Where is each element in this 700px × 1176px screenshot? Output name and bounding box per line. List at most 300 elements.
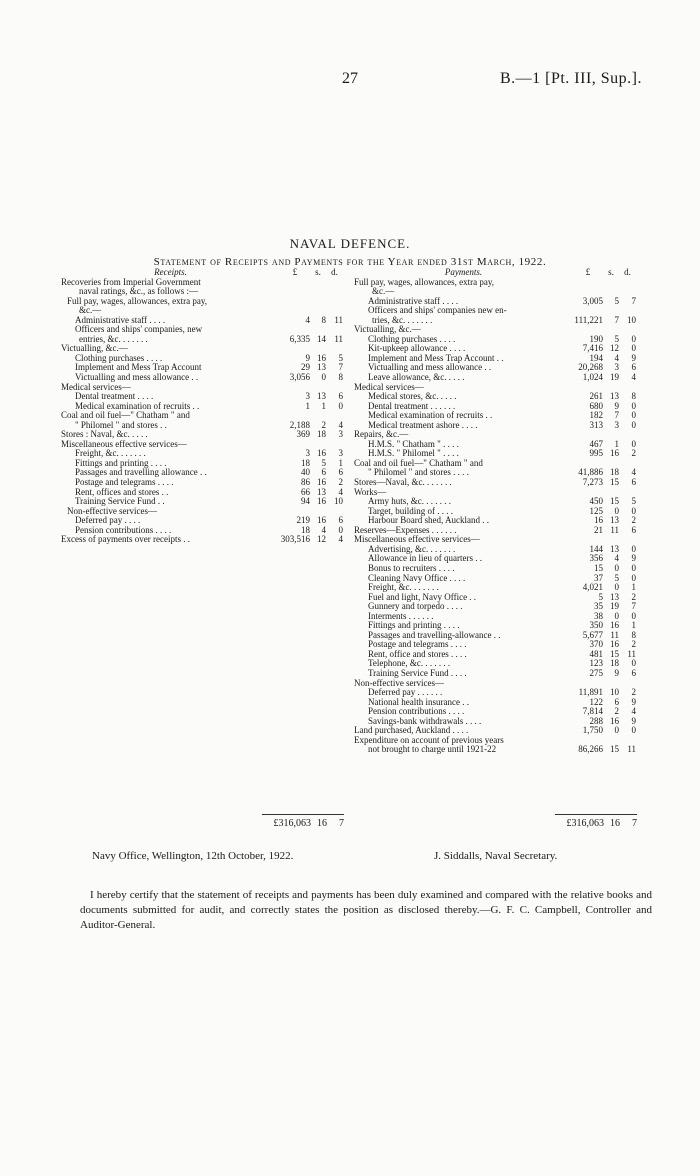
amount-pounds: 35 xyxy=(594,601,603,612)
table-row xyxy=(354,449,636,459)
amount-pounds: 3 xyxy=(305,448,310,459)
row-label: &c.— xyxy=(372,287,395,297)
amount-pounds: 369 xyxy=(296,429,310,440)
row-label: Deferred pay . . . . xyxy=(75,516,141,526)
table-row xyxy=(61,535,343,545)
table-row xyxy=(354,526,636,536)
pence-header: d. xyxy=(624,267,631,277)
amount-pence: 6 xyxy=(338,467,343,478)
payments-heading: Payments. xyxy=(444,268,483,277)
row-label: Deferred pay . . . . . . xyxy=(368,688,443,698)
amount-pence: 4 xyxy=(631,467,636,478)
row-label: Clothing purchases . . . . xyxy=(368,334,456,344)
row-label: Stores—Naval, &c. . . . . . . xyxy=(354,478,452,488)
row-label: Postage and telegrams . . . . xyxy=(368,640,467,650)
amount-pounds: 7,814 xyxy=(582,706,603,717)
amount-pence: 0 xyxy=(631,610,636,621)
amount-pounds: 7,273 xyxy=(582,477,603,488)
amount-shillings: 0 xyxy=(614,505,619,516)
amount-shillings: 7 xyxy=(614,314,619,325)
row-label: Dental treatment . . . . xyxy=(75,392,154,402)
amount-pence: 10 xyxy=(334,496,343,507)
row-label: Bonus to recruiters . . . . xyxy=(368,563,455,573)
amount-shillings: 13 xyxy=(610,543,619,554)
row-label: Implement and Mess Trap Account . . xyxy=(368,353,504,363)
amount-pence: 2 xyxy=(631,639,636,650)
receipts-total xyxy=(262,814,344,829)
receipts-header-row xyxy=(61,268,343,278)
amount-pounds: 86 xyxy=(301,477,310,488)
amount-shillings: 4 xyxy=(321,524,326,535)
amount-pence: 11 xyxy=(334,333,343,344)
receipts-total-shillings: 16 xyxy=(317,818,327,829)
amount-pounds: 680 xyxy=(589,400,603,411)
secretary-signature: J. Siddalls, Naval Secretary. xyxy=(434,850,558,862)
table-row xyxy=(354,316,636,326)
amount-pence: 11 xyxy=(334,314,343,325)
amount-shillings: 16 xyxy=(610,715,619,726)
row-label: Fittings and printing . . . . xyxy=(75,458,167,468)
amount-pence: 10 xyxy=(627,314,636,325)
amount-pence: 6 xyxy=(338,515,343,526)
amount-pounds: 2,188 xyxy=(289,419,310,430)
amount-shillings: 14 xyxy=(317,333,326,344)
row-label: naval ratings, &c., as follows :— xyxy=(79,287,198,297)
amount-shillings: 6 xyxy=(614,696,619,707)
amount-pence: 0 xyxy=(631,725,636,736)
row-label: Coal and oil fuel—" Chatham " and xyxy=(61,411,190,421)
amount-pounds: 303,516 xyxy=(280,534,310,545)
amount-pounds: 123 xyxy=(589,658,603,669)
row-label: Repairs, &c.— xyxy=(354,430,409,440)
amount-pounds: 1,024 xyxy=(582,372,603,383)
amount-shillings: 9 xyxy=(614,667,619,678)
receipts-total-pence: 7 xyxy=(339,818,344,829)
pounds-header: £ xyxy=(292,267,298,277)
row-label: Target, building of . . . . xyxy=(368,506,453,516)
row-label: Medical services— xyxy=(354,382,424,392)
payments-column xyxy=(354,268,636,755)
amount-shillings: 18 xyxy=(317,429,326,440)
row-label: Administrative staff . . . . xyxy=(368,296,459,306)
amount-shillings: 4 xyxy=(614,352,619,363)
amount-pence: 1 xyxy=(631,620,636,631)
row-label: Kit-upkeep allowance . . . . xyxy=(368,344,466,354)
amount-shillings: 11 xyxy=(610,629,619,640)
amount-pounds: 86,266 xyxy=(578,744,603,755)
amount-pounds: 94 xyxy=(301,496,310,507)
amount-pence: 3 xyxy=(338,429,343,440)
amount-pence: 6 xyxy=(631,667,636,678)
row-label: Land purchased, Auckland . . . . xyxy=(354,726,469,736)
row-label: Leave allowance, &c. . . . . xyxy=(368,373,465,383)
amount-pence: 6 xyxy=(631,362,636,373)
amount-pence: 0 xyxy=(338,524,343,535)
shillings-header: s. xyxy=(608,267,614,277)
table-row xyxy=(354,373,636,383)
amount-pence: 6 xyxy=(338,391,343,402)
amount-pounds: 190 xyxy=(589,333,603,344)
amount-shillings: 0 xyxy=(614,562,619,573)
row-label: Gunnery and torpedo . . . . xyxy=(368,602,463,612)
table-row xyxy=(61,402,343,412)
amount-shillings: 15 xyxy=(610,477,619,488)
row-label: Cleaning Navy Office . . . . xyxy=(368,573,466,583)
amount-pence: 0 xyxy=(631,658,636,669)
table-row xyxy=(61,392,343,402)
row-label: Telephone, &c. . . . . . . xyxy=(368,659,451,669)
amount-pence: 1 xyxy=(631,582,636,593)
amount-pounds: 3 xyxy=(305,391,310,402)
amount-pounds: 5 xyxy=(598,591,603,602)
row-label: Passages and travelling-allowance . . xyxy=(368,630,501,640)
amount-pounds: 288 xyxy=(589,715,603,726)
amount-shillings: 15 xyxy=(610,496,619,507)
amount-pounds: 6,335 xyxy=(289,333,310,344)
amount-pence: 7 xyxy=(631,601,636,612)
amount-pence: 8 xyxy=(631,629,636,640)
amount-shillings: 13 xyxy=(317,486,326,497)
row-label: tries, &c. . . . . . . xyxy=(372,315,433,325)
row-label: Administrative staff . . . . xyxy=(75,315,166,325)
table-row xyxy=(61,373,343,383)
amount-pounds: 1 xyxy=(305,400,310,411)
amount-pounds: 4 xyxy=(305,314,310,325)
row-label: Medical treatment ashore . . . . xyxy=(368,420,478,430)
row-label: Non-effective services— xyxy=(67,506,158,516)
amount-shillings: 13 xyxy=(610,391,619,402)
amount-pounds: 1,750 xyxy=(582,725,603,736)
amount-shillings: 5 xyxy=(321,457,326,468)
row-label: Allowance in lieu of quarters . . xyxy=(368,554,482,564)
amount-pence: 9 xyxy=(631,553,636,564)
row-label: Full pay, wages, allowances, extra pay, xyxy=(354,277,495,287)
amount-shillings: 16 xyxy=(317,515,326,526)
amount-pence: 0 xyxy=(631,410,636,421)
amount-shillings: 2 xyxy=(321,419,326,430)
amount-pounds: 3,056 xyxy=(289,372,310,383)
amount-shillings: 4 xyxy=(614,553,619,564)
amount-pounds: 5,677 xyxy=(582,629,603,640)
amount-pounds: 194 xyxy=(589,352,603,363)
amount-pence: 7 xyxy=(338,362,343,373)
amount-pence: 11 xyxy=(627,648,636,659)
amount-pence: 0 xyxy=(631,333,636,344)
amount-shillings: 0 xyxy=(614,610,619,621)
amount-pence: 4 xyxy=(338,534,343,545)
row-label: Pension contributions . . . . xyxy=(75,525,172,535)
amount-pence: 5 xyxy=(631,496,636,507)
row-label: Harbour Board shed, Auckland . . xyxy=(368,516,489,526)
amount-shillings: 13 xyxy=(317,362,326,373)
amount-pence: 11 xyxy=(627,744,636,755)
table-row xyxy=(354,297,636,307)
table-row xyxy=(61,278,343,288)
page-title: NAVAL DEFENCE. xyxy=(289,236,411,251)
amount-pounds: 11,891 xyxy=(578,687,603,698)
amount-pounds: 18 xyxy=(301,524,310,535)
amount-shillings: 6 xyxy=(321,467,326,478)
amount-pounds: 21 xyxy=(594,524,603,535)
amount-pounds: 16 xyxy=(594,515,603,526)
amount-pence: 6 xyxy=(631,524,636,535)
amount-pence: 3 xyxy=(338,448,343,459)
row-label: Savings-bank withdrawals . . . . xyxy=(368,716,482,726)
row-label: Victualling and mess allowance . . xyxy=(368,363,492,373)
table-row xyxy=(354,669,636,679)
amount-pence: 9 xyxy=(631,352,636,363)
amount-pence: 0 xyxy=(631,343,636,354)
amount-pounds: 18 xyxy=(301,457,310,468)
row-label: Excess of payments over receipts . . xyxy=(61,535,190,545)
amount-pounds: 66 xyxy=(301,486,310,497)
table-row xyxy=(61,287,343,297)
amount-shillings: 18 xyxy=(610,658,619,669)
row-label: National health insurance . . xyxy=(368,697,469,707)
row-label: Rent, offices and stores . . xyxy=(75,487,169,497)
amount-shillings: 7 xyxy=(614,410,619,421)
payments-total-pounds: £316,063 xyxy=(566,818,604,829)
amount-pence: 8 xyxy=(338,372,343,383)
amount-pounds: 995 xyxy=(589,448,603,459)
table-row xyxy=(354,478,636,488)
statement-subtitle: Statement of Receipts and Payments for the Year ended 31st March, 1922. xyxy=(153,256,547,268)
amount-shillings: 13 xyxy=(317,391,326,402)
row-label: Passages and travelling allowance . . xyxy=(75,468,207,478)
amount-pence: 0 xyxy=(631,419,636,430)
receipts-column xyxy=(61,268,343,545)
amount-shillings: 0 xyxy=(614,582,619,593)
amount-pence: 0 xyxy=(631,400,636,411)
row-label: Victualling, &c.— xyxy=(354,325,421,335)
amount-shillings: 1 xyxy=(614,438,619,449)
table-row xyxy=(354,745,636,755)
row-label: Victualling and mess allowance . . xyxy=(75,373,199,383)
amount-pence: 0 xyxy=(631,543,636,554)
pounds-header: £ xyxy=(585,267,591,277)
amount-shillings: 16 xyxy=(610,448,619,459)
row-label: Recoveries from Imperial Government xyxy=(61,277,201,287)
row-label: Rent, office and stores . . . . xyxy=(368,649,467,659)
row-label: Pension contributions . . . . xyxy=(368,707,465,717)
table-row xyxy=(354,421,636,431)
amount-pence: 1 xyxy=(338,457,343,468)
table-row xyxy=(61,306,343,316)
table-row xyxy=(61,430,343,440)
amount-pounds: 350 xyxy=(589,620,603,631)
amount-shillings: 10 xyxy=(610,687,619,698)
amount-pence: 2 xyxy=(631,591,636,602)
row-label: Fittings and printing . . . . xyxy=(368,621,460,631)
amount-pounds: 313 xyxy=(589,419,603,430)
row-label: Advertising, &c. . . . . . . xyxy=(368,544,456,554)
row-label: Full pay, wages, allowances, extra pay, xyxy=(67,296,208,306)
receipts-heading: Receipts. xyxy=(154,268,187,277)
amount-shillings: 18 xyxy=(610,467,619,478)
amount-pence: 0 xyxy=(631,572,636,583)
office-and-date: Navy Office, Wellington, 12th October, 1922. xyxy=(92,850,294,862)
row-label: Army huts, &c. . . . . . . xyxy=(368,497,451,507)
amount-pence: 7 xyxy=(631,295,636,306)
amount-pence: 2 xyxy=(631,515,636,526)
row-label: Works— xyxy=(354,487,387,497)
row-label: Freight, &c. . . . . . . xyxy=(75,449,146,459)
amount-pence: 2 xyxy=(631,687,636,698)
table-row xyxy=(354,278,636,288)
table-row xyxy=(61,440,343,450)
amount-pounds: 219 xyxy=(296,515,310,526)
amount-shillings: 16 xyxy=(317,496,326,507)
row-label: Stores : Naval, &c. . . . . xyxy=(61,430,148,440)
row-label: Expenditure on account of previous years xyxy=(354,735,504,745)
amount-pounds: 4,021 xyxy=(582,582,603,593)
payments-total-pence: 7 xyxy=(632,818,637,829)
amount-shillings: 16 xyxy=(610,620,619,631)
row-label: Officers and ships' companies new en- xyxy=(368,306,507,316)
amount-shillings: 12 xyxy=(610,343,619,354)
row-label: Miscellaneous effective services— xyxy=(61,439,187,449)
amount-pounds: 40 xyxy=(301,467,310,478)
amount-pounds: 125 xyxy=(589,505,603,516)
amount-shillings: 3 xyxy=(614,362,619,373)
row-label: Medical examination of recruits . . xyxy=(75,401,200,411)
table-row xyxy=(61,316,343,326)
amount-shillings: 3 xyxy=(614,419,619,430)
row-label: Medical stores, &c. . . . . xyxy=(368,392,457,402)
amount-shillings: 12 xyxy=(317,534,326,545)
amount-shillings: 8 xyxy=(321,314,326,325)
amount-pounds: 182 xyxy=(589,410,603,421)
row-label: Training Service Fund . . . . xyxy=(368,668,467,678)
amount-shillings: 13 xyxy=(610,591,619,602)
amount-shillings: 15 xyxy=(610,648,619,659)
table-row xyxy=(61,297,343,307)
amount-shillings: 16 xyxy=(610,639,619,650)
amount-shillings: 5 xyxy=(614,333,619,344)
amount-pounds: 9 xyxy=(305,352,310,363)
row-label: Dental treatment . . . . . . xyxy=(368,401,456,411)
row-label: Coal and oil fuel—" Chatham " and xyxy=(354,458,483,468)
amount-pence: 4 xyxy=(338,486,343,497)
amount-pounds: 370 xyxy=(589,639,603,650)
payments-total xyxy=(555,814,637,829)
amount-pounds: 15 xyxy=(594,562,603,573)
audit-certificate: I hereby certify that the statement of receipts and payments has been duly examined and compared with the relative books and documents submitted for audit, and correctly states the position as disclosed thereby.—G. F. C. Campbell, Controller and Auditor-General. xyxy=(80,889,652,931)
table-row xyxy=(354,726,636,736)
payments-header-row xyxy=(354,268,636,278)
table-row xyxy=(61,497,343,507)
amount-pounds: 7,416 xyxy=(582,343,603,354)
row-label: " Philomel " and stores . . xyxy=(75,420,167,430)
amount-pence: 0 xyxy=(631,562,636,573)
row-label: Victualling, &c.— xyxy=(61,344,128,354)
document-reference: B.—1 [Pt. III, Sup.]. xyxy=(499,70,642,87)
amount-pounds: 481 xyxy=(589,648,603,659)
row-label: Clothing purchases . . . . xyxy=(75,353,163,363)
amount-pence: 6 xyxy=(631,477,636,488)
amount-pounds: 450 xyxy=(589,496,603,507)
amount-pence: 0 xyxy=(338,400,343,411)
amount-pounds: 3,005 xyxy=(582,295,603,306)
amount-pence: 9 xyxy=(631,715,636,726)
amount-shillings: 5 xyxy=(614,572,619,583)
amount-pounds: 261 xyxy=(589,391,603,402)
row-label: Medical services— xyxy=(61,382,131,392)
row-label: Implement and Mess Trap Account xyxy=(75,363,202,373)
amount-pounds: 356 xyxy=(589,553,603,564)
amount-pence: 2 xyxy=(338,477,343,488)
amount-pence: 9 xyxy=(631,696,636,707)
row-label: H.M.S. " Chatham " . . . . xyxy=(368,439,459,449)
row-label: " Philomel " and stores . . . . xyxy=(368,468,469,478)
row-label: Postage and telegrams . . . . xyxy=(75,478,174,488)
row-label: Non-effective services— xyxy=(354,678,445,688)
amount-pence: 0 xyxy=(631,505,636,516)
row-label: Interments . . . . . . xyxy=(368,611,434,621)
amount-pounds: 467 xyxy=(589,438,603,449)
amount-shillings: 15 xyxy=(610,744,619,755)
amount-pounds: 38 xyxy=(594,610,603,621)
amount-shillings: 2 xyxy=(614,706,619,717)
row-label: Fuel and light, Navy Office . . xyxy=(368,592,477,602)
amount-pence: 4 xyxy=(631,706,636,717)
shillings-header: s. xyxy=(315,267,321,277)
amount-pounds: 144 xyxy=(589,543,603,554)
row-label: not brought to charge until 1921-22 xyxy=(368,745,497,755)
amount-pounds: 111,221 xyxy=(574,314,603,325)
amount-pence: 2 xyxy=(631,448,636,459)
amount-pence: 0 xyxy=(631,438,636,449)
amount-pounds: 41,886 xyxy=(578,467,603,478)
amount-pounds: 37 xyxy=(594,572,603,583)
pence-header: d. xyxy=(331,267,338,277)
amount-pounds: 29 xyxy=(301,362,310,373)
amount-shillings: 0 xyxy=(321,372,326,383)
amount-pence: 5 xyxy=(338,352,343,363)
amount-pence: 4 xyxy=(631,372,636,383)
row-label: &c.— xyxy=(79,306,102,316)
amount-shillings: 16 xyxy=(317,448,326,459)
amount-shillings: 16 xyxy=(317,352,326,363)
row-label: Reserves—Expenses . . . . . . xyxy=(354,525,457,535)
table-row xyxy=(61,344,343,354)
amount-shillings: 1 xyxy=(321,400,326,411)
table-row xyxy=(61,383,343,393)
table-row xyxy=(61,335,343,345)
amount-shillings: 9 xyxy=(614,400,619,411)
page-number: 27 xyxy=(342,70,358,87)
receipts-total-pounds: £316,063 xyxy=(273,818,311,829)
payments-total-shillings: 16 xyxy=(610,818,620,829)
amount-pounds: 275 xyxy=(589,667,603,678)
row-label: entries, &c. . . . . . . xyxy=(79,334,148,344)
amount-pounds: 20,268 xyxy=(578,362,603,373)
row-label: Miscellaneous effective services— xyxy=(354,535,480,545)
amount-pounds: 122 xyxy=(589,696,603,707)
row-label: Officers and ships' companies, new xyxy=(75,325,203,335)
amount-pence: 4 xyxy=(338,419,343,430)
amount-shillings: 0 xyxy=(614,725,619,736)
amount-shillings: 19 xyxy=(610,372,619,383)
amount-shillings: 11 xyxy=(610,524,619,535)
amount-pence: 8 xyxy=(631,391,636,402)
row-label: Freight, &c. . . . . . . xyxy=(368,583,439,593)
row-label: Medical examination of recruits . . xyxy=(368,411,493,421)
amount-shillings: 16 xyxy=(317,477,326,488)
row-label: Training Service Fund . . xyxy=(75,497,165,507)
amount-shillings: 13 xyxy=(610,515,619,526)
table-row xyxy=(354,583,636,593)
